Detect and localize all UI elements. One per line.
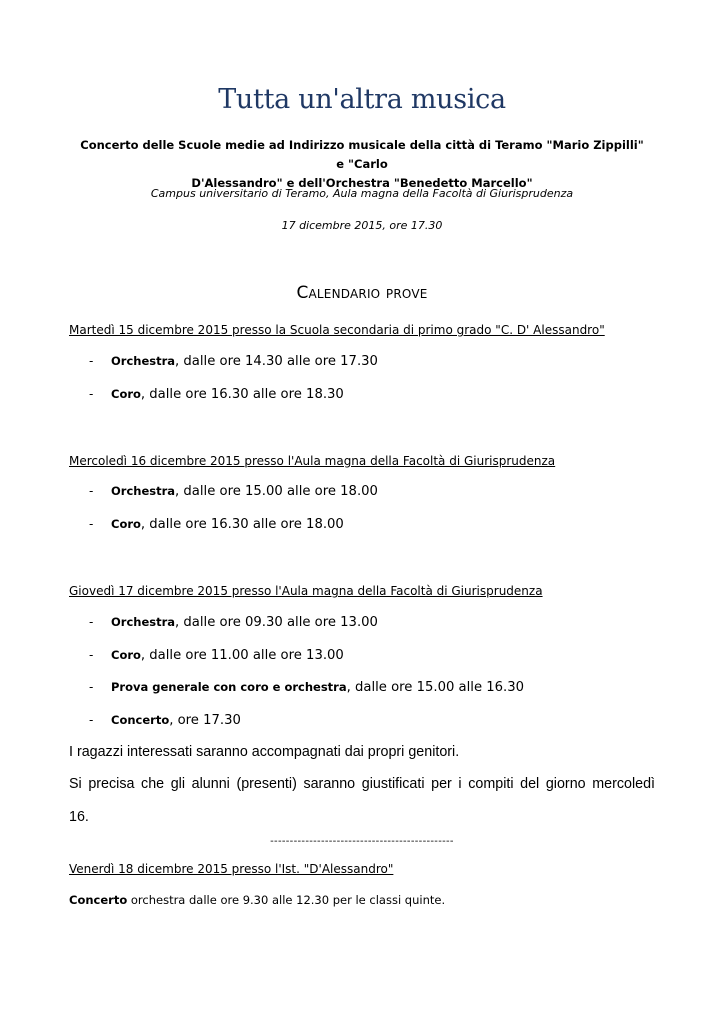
list-item [89,680,524,695]
bullet-dash: - [89,517,94,531]
list-item [89,615,378,630]
calendar-heading [0,283,724,303]
day-heading-wednesday: Mercoledì 16 dicembre 2015 presso l'Aula magna della Facoltà di Giurisprudenza [69,454,556,468]
day-heading-thursday: Giovedì 17 dicembre 2015 presso l'Aula magna della Facoltà di Giurisprudenza [69,584,543,598]
list-item [89,387,344,402]
bullet-dash: - [89,648,94,662]
item-text: , dalle ore 11.00 alle ore 13.00 [140,648,344,663]
day-heading-friday: Venerdì 18 dicembre 2015 presso l'Ist. "D'Alessandro" [69,862,394,876]
item-label: Orchestra [111,484,176,498]
calendar-heading-initial: C [296,283,309,303]
item-text: , dalle ore 16.30 alle ore 18.30 [140,387,344,402]
subtitle-line-2: D'Alessandro" e dell'Orchestra "Benedetto Marcello" [191,176,533,190]
item-label: Coro [111,648,141,662]
item-label: Orchestra [111,615,176,629]
bullet-dash: - [89,354,94,368]
document-title: Tutta un'altra musica [218,84,506,115]
day-heading-tuesday: Martedì 15 dicembre 2015 presso la Scuola secondaria di primo grado "C. D' Alessandro" [69,323,605,337]
friday-concert-label: Concerto [69,893,128,907]
list-item [89,354,378,369]
item-text: , dalle ore 14.30 alle ore 17.30 [175,354,378,369]
friday-concert-line [69,893,445,907]
bullet-dash: - [89,484,94,498]
list-item [89,648,344,663]
event-date: 17 dicembre 2015, ore 17.30 [281,219,443,232]
list-item [89,517,344,532]
list-item [89,713,241,728]
list-item [89,484,378,499]
item-label: Concerto [111,713,170,727]
document-subtitle [80,136,644,193]
bullet-dash: - [89,387,94,401]
item-text: , dalle ore 15.00 alle 16.30 [346,680,525,695]
item-text: , dalle ore 09.30 alle ore 13.00 [175,615,378,630]
item-text: , ore 17.30 [169,713,241,728]
item-label: Orchestra [111,354,176,368]
bullet-dash: - [89,680,94,694]
item-text: , dalle ore 16.30 alle ore 18.00 [140,517,344,532]
item-label: Coro [111,387,141,401]
event-venue: Campus universitario di Teramo, Aula magna della Facoltà di Giurisprudenza [150,187,574,200]
separator-line: ----------------------------------------------- [270,836,454,847]
calendar-heading-rest: alendario prove [308,283,428,303]
bullet-dash: - [89,615,94,629]
item-label: Coro [111,517,141,531]
friday-concert-text: orchestra dalle ore 9.30 alle 12.30 per le classi quinte. [127,893,446,907]
note-parents: I ragazzi interessati saranno accompagnati dai propri genitori. [69,744,460,760]
note-justified-end: 16. [69,809,89,825]
bullet-dash: - [89,713,94,727]
note-justified-line: Si precisa che gli alunni (presenti) saranno giustificati per i compiti del giorno mercoledì [69,776,655,792]
item-text: , dalle ore 15.00 alle ore 18.00 [175,484,378,499]
item-label: Prova generale con coro e orchestra [111,680,347,694]
subtitle-line-1: Concerto delle Scuole medie ad Indirizzo musicale della città di Teramo "Mario Zippilli" e "Carlo [80,138,644,171]
